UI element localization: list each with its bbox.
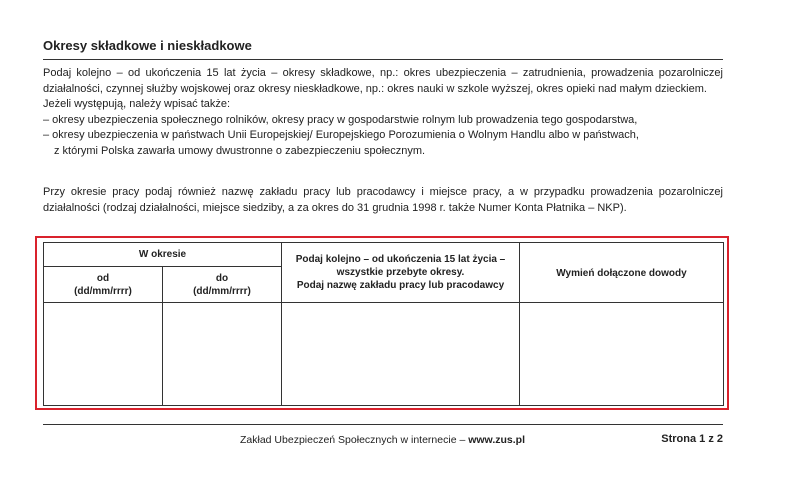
instructions-list-intro: Jeżeli występują, należy wpisać także: xyxy=(43,98,231,110)
section-title: Okresy składkowe i nieskładkowe xyxy=(43,38,252,53)
footer-divider xyxy=(43,424,723,425)
footer-text xyxy=(240,434,525,446)
header-from-format: (dd/mm/rrrr) xyxy=(74,285,132,297)
footer-link[interactable]: www.zus.pl xyxy=(468,434,525,446)
header-to xyxy=(163,267,282,303)
periods-table xyxy=(43,242,724,406)
cell-date-from[interactable] xyxy=(44,303,163,406)
cell-evidence[interactable] xyxy=(520,303,724,406)
cell-periods-description[interactable] xyxy=(282,303,520,406)
page-number: Strona 1 z 2 xyxy=(661,433,723,445)
title-divider xyxy=(43,59,723,60)
instructions-list-item-2-continued: z którymi Polska zawarła umowy dwustronne o zabezpieczeniu społecznym. xyxy=(54,144,426,157)
footer-label: Zakład Ubezpieczeń Społecznych w internecie – xyxy=(240,434,469,446)
instructions-paragraph-1: Podaj kolejno – od ukończenia 15 lat życia – okresy składkowe, np.: okres ubezpieczenia – zatrudnienia, prowadzenia pozarolniczej działalności, czynnej służby wojskowej oraz okresy nieskładkowe, np.: okres nauki w szkole wyższej, okres opieki nad małym dzieckiem. xyxy=(43,67,723,95)
header-evidence: Wymień dołączone dowody xyxy=(520,243,724,303)
instructions-list-item-2: – okresy ubezpieczenia w państwach Unii Europejskiej/ Europejskiego Porozumienia o Wolnym Handlu albo w państwach, xyxy=(43,129,639,141)
header-period: W okresie xyxy=(44,243,282,267)
header-from xyxy=(44,267,163,303)
header-to-label: do xyxy=(215,272,229,284)
cell-date-to[interactable] xyxy=(163,303,282,406)
header-periods-line-2: wszystkie przebyte okresy. xyxy=(336,267,465,278)
instructions-block xyxy=(43,66,723,159)
header-periods-description xyxy=(282,243,520,303)
instructions-list-item-1: – okresy ubezpieczenia społecznego rolników, okresy pracy w gospodarstwie rolnym lub prowadzenia tego gospodarstwa, xyxy=(43,113,638,126)
header-to-format: (dd/mm/rrrr) xyxy=(193,285,251,297)
header-periods-line-1: Podaj kolejno – od ukończenia 15 lat życia – xyxy=(295,254,506,265)
header-periods-line-3: Podaj nazwę zakładu pracy lub pracodawcy xyxy=(296,280,505,291)
header-from-label: od xyxy=(96,272,110,284)
instructions-paragraph-2: Przy okresie pracy podaj również nazwę zakładu pracy lub pracodawcy i miejsce pracy, a w przypadku prowadzenia pozarolniczej działalności (rodzaj działalności, miejsce siedziby, a za okres do 31 grudnia 1998 r. także Numer Konta Płatnika – NKP). xyxy=(43,186,723,214)
